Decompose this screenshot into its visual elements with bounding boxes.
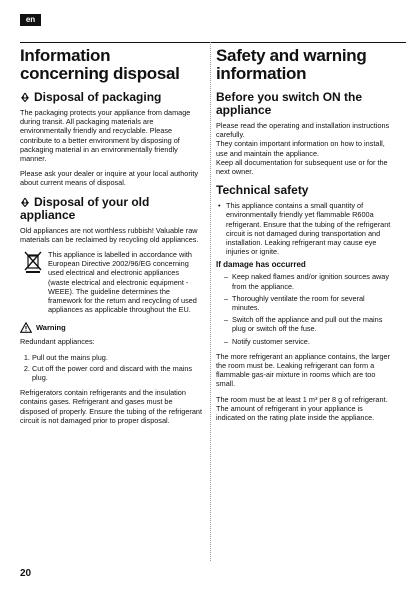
technical-safety-list [216, 201, 392, 256]
warning-steps [20, 353, 202, 383]
column-divider [210, 42, 211, 561]
warning-triangle-icon [20, 322, 32, 333]
old-appliance-section [20, 196, 202, 315]
technical-safety-heading: Technical safety [216, 183, 309, 198]
packaging-heading: Disposal of packaging [20, 91, 202, 104]
packaging-text-1: The packaging protects your appliance from damage during transit. All packaging materials are environmentally friendly and recyclable. Please contribute to a better environment by disposing of packaging material in an environmentally friendly manner. [20, 108, 191, 164]
list-item: • This appliance contains a small quantity of environmentally friendly yet flammable R600a refrigerant. Ensure that the tubing of the refrigerant circuit is not damaged during transportation and installation. Leaking refrigerant may cause eye injuries or ignite. [226, 201, 392, 256]
before-switch-on-section [216, 91, 392, 176]
page-number: 20 [20, 568, 32, 579]
old-appliance-text: Old appliances are not worthless rubbish! Valuable raw materials can be reclaimed by recycling old appliances. [20, 225, 199, 244]
language-tab: en [20, 14, 41, 26]
weee-block [20, 250, 202, 314]
list-item: – Keep naked flames and/or ignition sources away from the appliance. [232, 272, 392, 290]
warning-intro: Redundant appliances: [20, 337, 95, 347]
list-item: – Thoroughly ventilate the room for several minutes. [232, 294, 392, 312]
recycle-icon [20, 91, 31, 104]
packaging-text-2: Please ask your dealer or inquire at your local authority about current means of disposal. [20, 169, 199, 188]
left-column [20, 47, 202, 433]
technical-safety-section [216, 184, 392, 422]
before-text-1: Please read the operating and installation instructions carefully. [216, 121, 390, 140]
before-text-2: They contain important information on how to install, use and maintain the appliance. [216, 139, 385, 158]
header-rule [20, 42, 406, 43]
before-text-3: Keep all documentation for subsequent use or for the next owner. [216, 157, 388, 177]
old-appliance-heading: Disposal of your old appliance [20, 194, 150, 222]
list-item: – Notify customer service. [232, 337, 392, 346]
warning-section [20, 322, 202, 425]
room-size-text: The more refrigerant an appliance contains, the larger the room must be. Leaking refrigerant can form a flammable gas-air mixture in rooms which are too small. [216, 351, 391, 389]
before-switch-on-heading: Before you switch ON the appliance [216, 90, 363, 117]
warning-label: Warning [36, 323, 66, 333]
list-item: – Switch off the appliance and pull out the mains plug or switch off the fuse. [232, 315, 392, 333]
crossed-bin-icon [24, 251, 42, 273]
list-item: 1. Pull out the mains plug. [32, 353, 202, 362]
right-column [216, 47, 392, 430]
refrigerant-disposal-text: Refrigerators contain refrigerants and the insulation contains gases. Refrigerant and gases must be disposed of properly. Ensure the tubing of the refrigerant circuit is not damaged prior to proper disposal. [20, 388, 202, 425]
weee-text: This appliance is labelled in accordance with European Directive 2002/96/EG concerning used electrical and electronic appliances (waste electrical and electronic equipment - WEEE). The guideline determines the framework for the return and recycling of used appliances as applicable throughout the EU. [48, 250, 197, 315]
refrigerant-amount-text: The room must be at least 1 m³ per 8 g of refrigerant. The amount of refrigerant in your appliance is indicated on the rating plate inside the appliance. [216, 394, 388, 423]
disposal-title: Information concerning disposal [20, 46, 180, 83]
list-item: 2. Cut off the power cord and discard with the mains plug. [32, 364, 202, 382]
damage-heading: If damage has occurred [216, 260, 306, 270]
damage-list [224, 272, 392, 345]
safety-title: Safety and warning information [216, 46, 367, 83]
packaging-section [20, 91, 202, 188]
